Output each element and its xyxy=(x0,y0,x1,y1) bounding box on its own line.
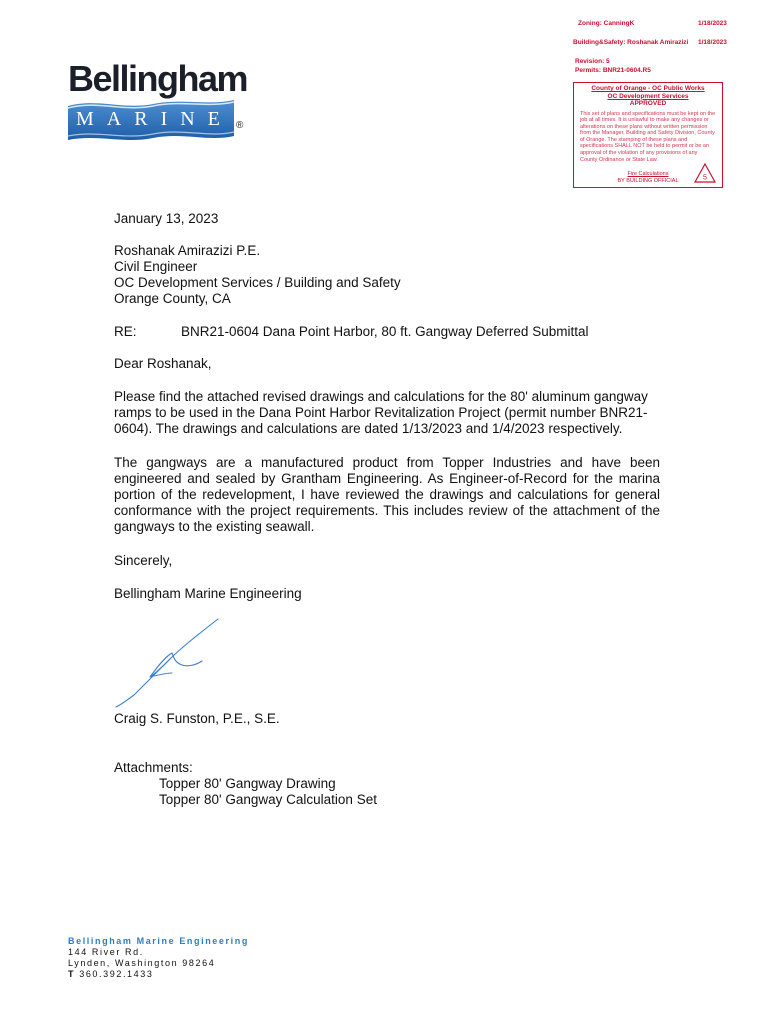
salutation: Dear Roshanak, xyxy=(114,356,212,371)
footer-address-2: Lynden, Washington 98264 xyxy=(68,958,216,968)
attachment-item: Topper 80' Gangway Drawing xyxy=(159,776,336,791)
revision-line: Revision: 5 xyxy=(575,58,610,65)
registered-mark: ® xyxy=(236,120,244,131)
footer-address-1: 144 River Rd. xyxy=(68,947,144,957)
recipient-title: Civil Engineer xyxy=(114,259,198,274)
zoning-date: 1/18/2023 xyxy=(698,20,727,27)
approval-stamp xyxy=(573,82,723,188)
footer-phone xyxy=(68,969,153,979)
attachments-label: Attachments: xyxy=(114,760,193,775)
stamp-foot-2: BY BUILDING OFFICIAL xyxy=(617,177,679,184)
attachment-item: Topper 80' Gangway Calculation Set xyxy=(159,792,377,807)
signature-icon xyxy=(112,615,224,709)
closing: Sincerely, xyxy=(114,553,173,568)
re-subject: BNR21-0604 Dana Point Harbor, 80 ft. Gangway Deferred Submittal xyxy=(181,324,589,339)
recipient-block xyxy=(114,243,401,307)
stamp-title-county: County of Orange - OC Public Works xyxy=(591,85,705,92)
letter-date: January 13, 2023 xyxy=(114,211,219,226)
logo-marine-text: MARINE xyxy=(76,108,233,130)
footer-phone-number: 360.392.1433 xyxy=(79,969,154,979)
recipient-department: OC Development Services / Building and Safety xyxy=(114,275,401,290)
logo-wordmark: Bellingham xyxy=(68,58,248,99)
permits-line: Permits: BNR21-0604.R5 xyxy=(575,67,651,74)
zoning-line: Zoning: CanningK xyxy=(578,20,635,27)
stamp-approved: APPROVED xyxy=(629,100,667,107)
footer-company: Bellingham Marine Engineering xyxy=(68,936,249,946)
building-safety-date: 1/18/2023 xyxy=(698,39,727,46)
revision-triangle-icon xyxy=(694,163,716,183)
stamp-body-text: This set of plans and specifications must be kept on the job at all times. It is unlawful to make any changes or alterations on these plans without written permission from the Manager, Building and Safety Division, County of Orange. The stamping of these plans and specifications SHALL NOT be held to permit or be an approval of the violation of any provisions of any County Ordinance or State Law. xyxy=(580,110,716,163)
body-paragraph-2: The gangways are a manufactured product from Topper Industries and have been engineered and sealed by Grantham Engineering. As Engineer-of-Record for the marina portion of the redevelopment, I have reviewed the drawings and calculations for general conformance with the project requirements. This includes review of the attachment of the gangways to the existing seawall. xyxy=(114,455,660,534)
triangle-number: 5 xyxy=(703,174,707,182)
stamp-title-ocds: OC Development Services xyxy=(607,92,689,100)
stamp-header xyxy=(574,85,722,108)
sender-company: Bellingham Marine Engineering xyxy=(114,586,302,601)
recipient-name: Roshanak Amirazizi P.E. xyxy=(114,243,261,258)
signer-name: Craig S. Funston, P.E., S.E. xyxy=(114,711,280,726)
body-paragraph-1: Please find the attached revised drawings and calculations for the 80' aluminum gangway ramps to be used in the Dana Point Harbor Revitalization Project (permit number BNR21-0604). The drawings and calculations are dated 1/13/2023 and 1/4/2023 respectively. xyxy=(114,389,648,436)
footer-phone-prefix: T xyxy=(68,969,76,979)
building-safety-line: Building&Safety: Roshanak Amirazizi xyxy=(573,39,689,46)
recipient-location: Orange County, CA xyxy=(114,291,231,306)
stamp-foot-1: Fire Calculations xyxy=(627,171,669,178)
re-label: RE: xyxy=(114,324,137,339)
